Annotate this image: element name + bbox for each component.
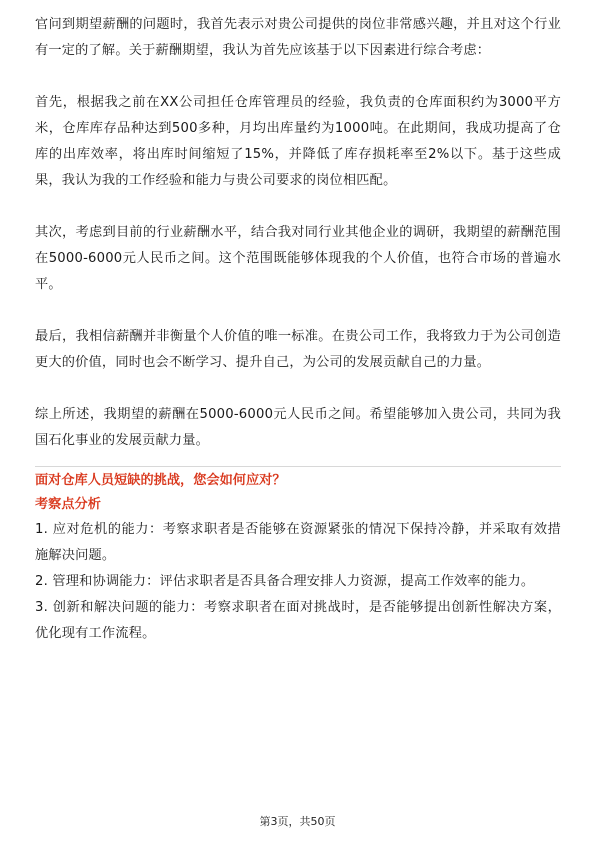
answer-paragraph-intro: 官问到期望薪酬的问题时，我首先表示对贵公司提供的岗位非常感兴趣，并且对这个行业有一定的了解。关于薪酬期望，我认为首先应该基于以下因素进行综合考虑： [35, 17, 561, 58]
answer-paragraph-value: 最后，我相信薪酬并非衡量个人价值的唯一标准。在贵公司工作，我将致力于为公司创造更大的价值，同时也会不断学习、提升自己，为公司的发展贡献自己的力量。 [35, 329, 561, 370]
analysis-title: 考察点分析 [35, 497, 101, 512]
answer-paragraph-experience: 首先，根据我之前在XX公司担任仓库管理员的经验，我负责的仓库面积约为3000平方米，仓库库存品种达到500多种，月均出库量约为1000吨。在此期间，我成功提高了仓库的出库效率，将出库时间缩短了15%，并降低了库存损耗率至2%以下。基于这些成果，我认为我的工作经验和能力与贵公司要求的岗位相匹配。 [35, 95, 561, 188]
section-divider [35, 466, 561, 467]
document-page [35, 12, 561, 647]
answer-paragraph-summary: 综上所述，我期望的薪酬在5000-6000元人民币之间。希望能够加入贵公司，共同为我国石化事业的发展贡献力量。 [35, 407, 561, 448]
analysis-item: 1. 应对危机的能力：考察求职者是否能够在资源紧张的情况下保持冷静，并采取有效措施解决问题。 [35, 522, 561, 563]
interview-question: 面对仓库人员短缺的挑战，您会如何应对？ [35, 473, 286, 488]
analysis-item: 2. 管理和协调能力：评估求职者是否具备合理安排人力资源，提高工作效率的能力。 [35, 574, 535, 589]
analysis-item: 3. 创新和解决问题的能力：考察求职者在面对挑战时，是否能够提出创新性解决方案，优化现有工作流程。 [35, 600, 561, 641]
page-number: 第3页，共50页 [259, 815, 336, 828]
answer-paragraph-salary-range: 其次，考虑到目前的行业薪酬水平，结合我对同行业其他企业的调研，我期望的薪酬范围在5000-6000元人民币之间。这个范围既能够体现我的个人价值，也符合市场的普遍水平。 [35, 225, 561, 292]
